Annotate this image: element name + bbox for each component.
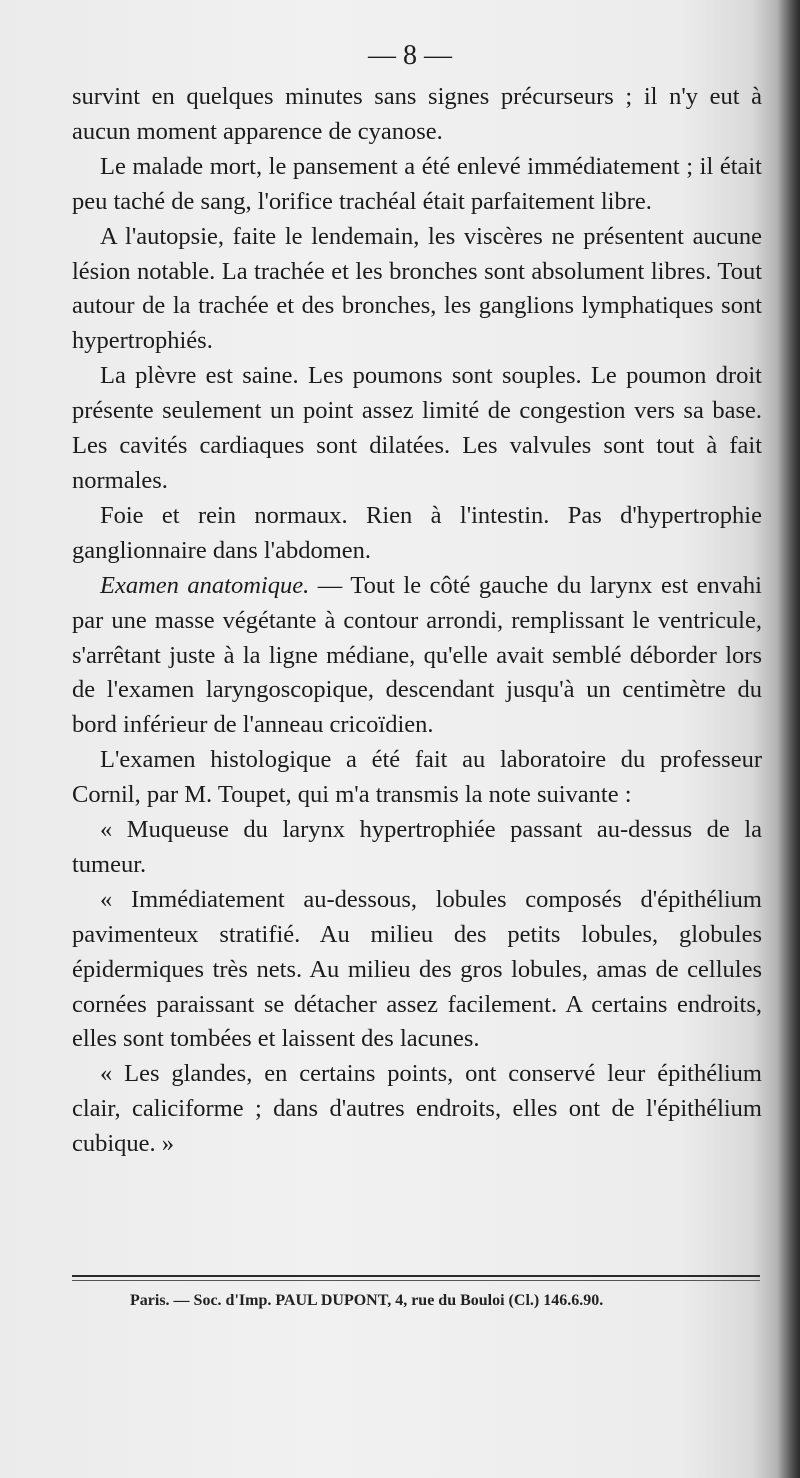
quote-paragraph-1: « Muqueuse du larynx hypertrophiée passant au-dessus de la tumeur.: [72, 816, 762, 878]
quote-paragraph-3: « Les glandes, en certains points, ont conservé leur épithélium clair, caliciforme ; dans d'autres endroits, elles ont de l'épithélium cubique. »: [72, 1060, 762, 1158]
paragraph-5: Foie et rein normaux. Rien à l'intestin. Pas d'hypertrophie ganglionnaire dans l'abdomen.: [72, 501, 762, 564]
paragraph-3: A l'autopsie, faite le lendemain, les viscères ne présentent aucune lésion notable. La trachée et les bronches sont absolument libres. Tout autour de la trachée et des bronches, les ganglions lymphatiques sont hypertrophiés.: [72, 222, 762, 355]
body-text: [72, 80, 762, 1162]
printer-imprint: Paris. — Soc. d'Imp. PAUL DUPONT, 4, rue du Bouloi (Cl.) 146.6.90.: [130, 1292, 604, 1309]
footer-rule-thin: [72, 1280, 760, 1281]
footer-rule-thick: [72, 1275, 760, 1277]
quote-paragraph-2: « Immédiatement au-dessous, lobules composés d'épithélium pavimenteux stratifié. Au milieu des petits lobules, globules épidermiques très nets. Au milieu des gros lobules, amas de cellules cornées paraissant se détacher assez facilement. A certains endroits, elles sont tombées et laissent des lacunes.: [72, 885, 762, 1053]
page-number: — 8 —: [368, 40, 452, 71]
page-spine-shadow: [778, 0, 800, 1478]
section-heading-examen-anatomique: Examen anatomique.: [100, 571, 310, 599]
paragraph-4: La plèvre est saine. Les poumons sont souples. Le poumon droit présente seulement un point assez limité de congestion vers sa base. Les cavités cardiaques sont dilatées. Les valvules sont tout à fait normales.: [72, 362, 762, 494]
paragraph-1: survint en quelques minutes sans signes précurseurs ; il n'y eut à aucun moment apparence de cyanose.: [72, 83, 762, 145]
paragraph-6: [72, 569, 762, 744]
paragraph-7: L'examen histologique a été fait au laboratoire du professeur Cornil, par M. Toupet, qui m'a transmis la note suivante :: [72, 746, 762, 809]
paragraph-2: Le malade mort, le pansement a été enlevé immédiatement ; il était peu taché de sang, l'orifice trachéal était parfaitement libre.: [72, 152, 762, 215]
paragraph-6-text: — Tout le côté gauche du larynx est envahi par une masse végétante à contour arrondi, remplissant le ventricule, s'arrêtant juste à la ligne médiane, qu'elle avait semblé déborder lors de l'examen laryngoscopique, descendant jusqu'à un centimètre du bord inférieur de l'anneau cricoïdien.: [72, 571, 762, 739]
